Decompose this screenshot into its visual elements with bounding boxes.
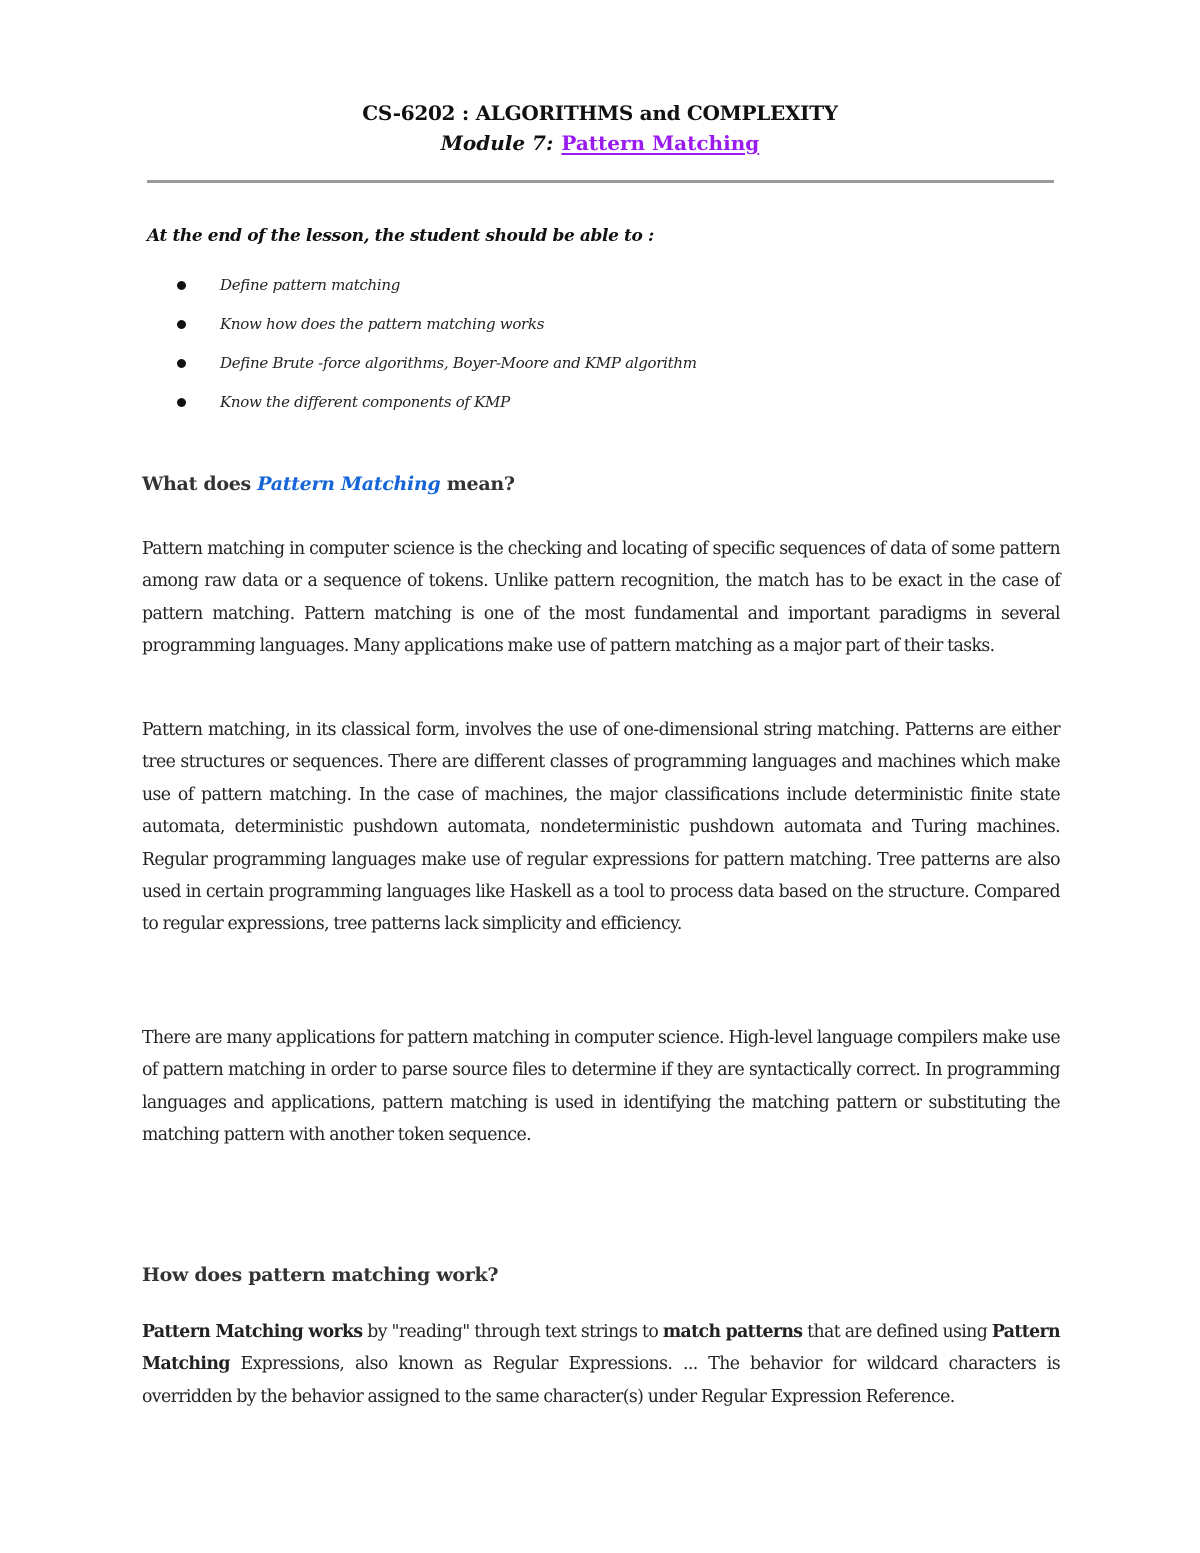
module-topic-link[interactable]: Pattern Matching — [561, 131, 760, 155]
text-segment: that are defined using — [802, 1322, 992, 1342]
paragraph-classical-form: Pattern matching, in its classical form, involves the use of one-dimensional string matching. Patterns are either tree structures or sequences. There are different classes of programming languages and machines which make use of pattern matching. In the case of machines, the major classifications include deterministic finite state automata, deterministic pushdown automata, nondeterministic pushdown automata and Turing machines. Regular programming languages make use of regular expressions for pattern matching. Tree patterns are also used in certain programming languages like Haskell as a tool to process data based on the structure. Compared to regular expressions, tree patterns lack simplicity and efficiency. — [142, 720, 1060, 935]
document-header — [0, 98, 1200, 158]
objective-text: Define Brute -force algorithms, Boyer-Moore and KMP algorithm — [220, 354, 697, 372]
paragraph-applications: There are many applications for pattern matching in computer science. High-level language compilers make use of pattern matching in order to parse source files to determine if they are syntactically correct. In programming languages and applications, pattern matching is used in identifying the matching pattern or substituting the matching pattern with another token sequence. — [142, 1028, 1060, 1146]
bullet-icon — [177, 359, 186, 368]
text-segment: by "reading" through text strings to — [362, 1322, 663, 1342]
bullet-icon — [177, 281, 186, 290]
section-heading-how-it-works: How does pattern matching work? — [142, 1264, 499, 1286]
objective-text: Define pattern matching — [220, 276, 401, 294]
section-heading-what-is — [142, 473, 515, 495]
objectives-intro: At the end of the lesson, the student should be able to : — [147, 226, 654, 246]
heading-accent: Pattern Matching — [257, 473, 441, 495]
bold-term: Pattern Matching works — [142, 1322, 363, 1342]
bullet-icon — [177, 320, 186, 329]
bold-term: match patterns — [662, 1322, 803, 1342]
bullet-icon — [177, 398, 186, 407]
heading-prefix: What does — [142, 473, 258, 495]
paragraph-definition: Pattern matching in computer science is the checking and locating of specific sequences of data of some pattern among raw data or a sequence of tokens. Unlike pattern recognition, the match has to be exact in the case of pattern matching. Pattern matching is one of the most fundamental and important paradigms in several programming languages. Many applications make use of pattern matching as a major part of their tasks. — [142, 539, 1060, 657]
bold-term: Pattern Matching — [142, 1322, 1061, 1375]
objective-text: Know how does the pattern matching works — [220, 315, 545, 333]
header-divider — [147, 180, 1054, 183]
heading-suffix: mean? — [440, 473, 515, 495]
text-segment: Expressions, also known as Regular Expressions. ... The behavior for wildcard characters is overridden by the behavior assigned to the same character(s) under Regular Expression Reference. — [142, 1354, 1060, 1407]
objective-text: Know the different components of KMP — [220, 393, 510, 411]
course-title: CS-6202 : ALGORITHMS and COMPLEXITY — [362, 101, 838, 125]
paragraph-how-it-works — [142, 1316, 1060, 1413]
module-label: Module 7: — [440, 131, 554, 155]
module-line — [0, 128, 1200, 158]
